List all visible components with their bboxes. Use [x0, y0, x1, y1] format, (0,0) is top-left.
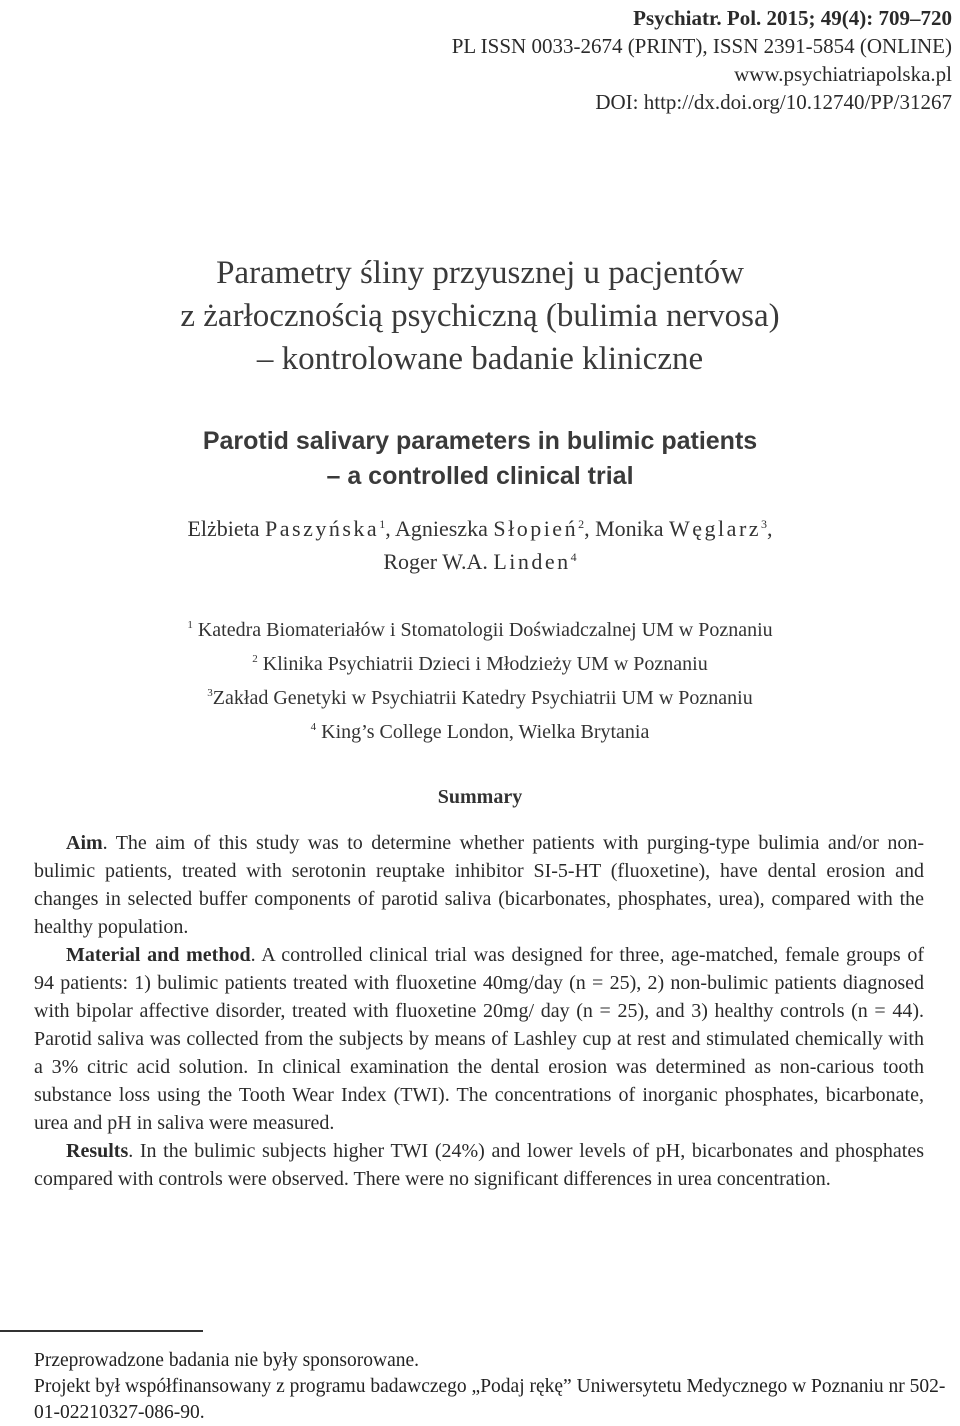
author-separator: ,: [767, 516, 773, 541]
author-separator: ,: [584, 516, 596, 541]
author: [595, 516, 772, 541]
english-title-line: Parotid salivary parameters in bulimic patients: [202, 427, 758, 455]
author-given-name: Roger W.A.: [383, 549, 488, 574]
affiliation-number: 1: [187, 619, 193, 631]
affiliation: [40, 613, 920, 647]
affiliation-list: [40, 613, 920, 749]
affiliation-text: Katedra Biomateriałów i Stomatologii Doświadczalnej UM w Poznaniu: [197, 619, 773, 641]
author: [187, 516, 395, 541]
results-text: . In the bulimic subjects higher TWI (24%) and lower levels of pH, bicarbonates and phosphates compared with controls were observed. There were no significant differences in urea concentration.: [34, 1140, 924, 1190]
affiliation-text: Zakład Genetyki w Psychiatrii Katedry Psychiatrii UM w Poznaniu: [212, 687, 753, 709]
abstract-paragraph-results: [34, 1137, 924, 1193]
issn-line: PL ISSN 0033-2674 (PRINT), ISSN 2391-5854 (ONLINE): [451, 34, 952, 58]
author-surname: Węglarz: [669, 516, 762, 541]
affiliation-number: 3: [207, 687, 213, 699]
doi-link[interactable]: DOI: http://dx.doi.org/10.12740/PP/31267: [595, 90, 952, 114]
affiliation: [40, 715, 920, 749]
author-surname: Słopień: [493, 516, 579, 541]
author-separator: ,: [385, 516, 395, 541]
polish-title: [0, 252, 960, 381]
affiliation-number: 2: [252, 653, 258, 665]
polish-title-line: Parametry śliny przyusznej u pacjentów: [216, 255, 744, 291]
method-text: . A controlled clinical trial was designed for three, age-matched, female groups of 94 patients: 1) bulimic patients treated with fluoxetine 40mg/day (n = 25), 2) non-bulimic patients diagnosed with bipolar affective disorder, treated with fluoxetine 20mg/ day (n = 25), and 3) healthy controls (n = 44). Parotid saliva was collected from the subjects by means of Lashley cup at rest and stimulated chemically with a 3% citric acid solution. In clinical examination the dental erosion was determined as non-carious tooth substance loss using the Tooth Wear Index (TWI). The concentrations of inorganic phosphates, bicarbonate, urea and pH in saliva were measured.: [34, 944, 924, 1134]
affiliation-marker: 3: [761, 517, 768, 531]
affiliation-text: King’s College London, Wielka Brytania: [321, 721, 650, 743]
funding-note: Przeprowadzone badania nie były sponsorowane.: [34, 1350, 420, 1371]
aim-text: . The aim of this study was to determine whether patients with purging-type bulimia and/or non-bulimic patients, treated with serotonin reuptake inhibitor SI-5-HT (fluoxetine), have dental erosion and changes in selected buffer components of parotid saliva (bicarbonates, phosphates, urea), compared with the healthy population.: [34, 832, 924, 938]
project-note: Projekt był współfinansowany z programu badawczego „Podaj rękę” Uniwersytetu Medycznego w Poznaniu nr 502-01-02210327-086-90.: [34, 1376, 946, 1423]
author: [395, 516, 595, 541]
journal-citation: Psychiatr. Pol. 2015; 49(4): 709–720: [633, 6, 952, 30]
abstract-body: [34, 829, 924, 1193]
author: [383, 549, 576, 574]
author-given-name: Elżbieta: [187, 516, 260, 541]
author-given-name: Agnieszka: [394, 516, 488, 541]
english-title: [0, 424, 960, 494]
polish-title-line: z żarłocznością psychiczną (bulimia nervosa): [180, 298, 780, 334]
abstract-paragraph-method: [34, 941, 924, 1137]
english-title-line: – a controlled clinical trial: [326, 462, 634, 490]
journal-header: [52, 4, 952, 116]
journal-website-link[interactable]: www.psychiatriapolska.pl: [734, 62, 952, 86]
affiliation-marker: 1: [379, 517, 386, 531]
affiliation-marker: 2: [578, 517, 585, 531]
method-label: Material and method: [66, 944, 251, 966]
results-label: Results: [66, 1140, 129, 1162]
affiliation: [40, 681, 920, 715]
author-given-name: Monika: [595, 516, 664, 541]
footnote-divider: [0, 1330, 203, 1332]
affiliation: [40, 647, 920, 681]
abstract-paragraph-aim: [34, 829, 924, 941]
affiliation-marker: 4: [570, 550, 577, 564]
polish-title-line: – kontrolowane badanie kliniczne: [256, 341, 704, 377]
affiliation-number: 4: [310, 721, 317, 733]
aim-label: Aim: [66, 832, 103, 854]
author-surname: Linden: [493, 549, 571, 574]
footnotes: [34, 1348, 949, 1426]
summary-heading: Summary: [437, 786, 523, 808]
author-list: [80, 512, 880, 578]
affiliation-text: Klinika Psychiatrii Dzieci i Młodzieży UM w Poznaniu: [262, 653, 708, 675]
author-surname: Paszyńska: [265, 516, 380, 541]
